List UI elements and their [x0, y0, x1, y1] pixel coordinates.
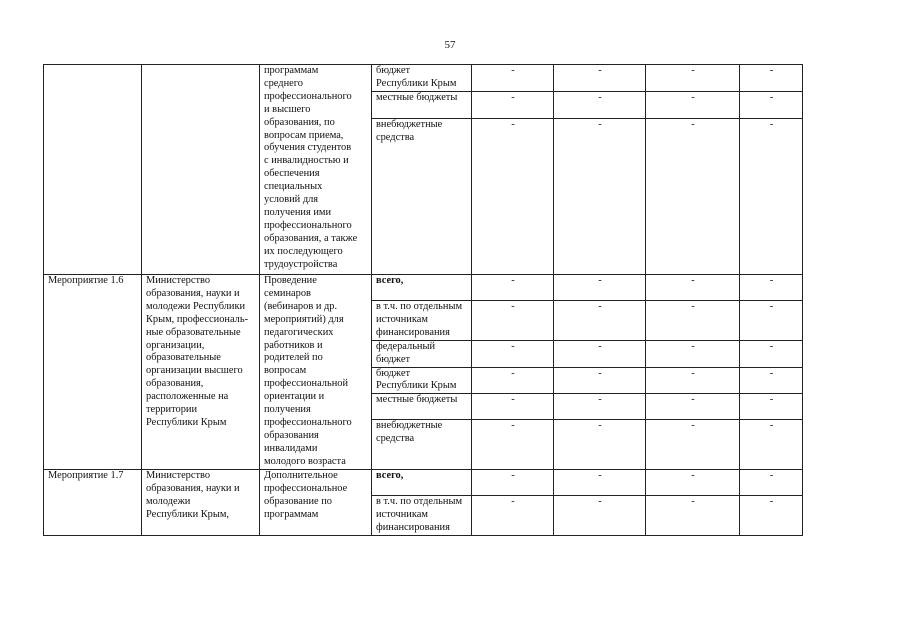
page-number: 57	[444, 39, 456, 51]
amount-cell: -	[554, 119, 646, 275]
funding-source-cell: в т.ч. по отдельным источникам финансирования	[372, 496, 472, 536]
funding-source-cell: федеральный бюджет	[372, 340, 472, 367]
funding-source-cell: местные бюджеты	[372, 92, 472, 119]
amount-cell: -	[646, 301, 740, 341]
event-cell: Мероприятие 1.7	[44, 470, 142, 536]
funding-source-cell: всего,	[372, 275, 472, 301]
amount-cell: -	[472, 65, 554, 92]
amount-cell: -	[472, 470, 554, 496]
amount-cell: -	[472, 275, 554, 301]
table-row	[44, 65, 803, 92]
amount-cell: -	[646, 496, 740, 536]
amount-cell: -	[646, 275, 740, 301]
event-cell: Мероприятие 1.6	[44, 275, 142, 470]
funding-source-cell: местные бюджеты	[372, 394, 472, 420]
amount-cell: -	[472, 119, 554, 275]
amount-cell: -	[740, 496, 803, 536]
amount-cell: -	[472, 367, 554, 394]
amount-cell: -	[740, 394, 803, 420]
amount-cell: -	[554, 496, 646, 536]
amount-cell: -	[646, 470, 740, 496]
amount-cell: -	[472, 340, 554, 367]
budget-table	[43, 64, 803, 536]
amount-cell: -	[740, 92, 803, 119]
executor-cell	[142, 65, 260, 275]
amount-cell: -	[740, 470, 803, 496]
executor-cell: Министерство образования, науки и молодежи Республики Крым,	[142, 470, 260, 536]
amount-cell: -	[646, 420, 740, 470]
amount-cell: -	[554, 394, 646, 420]
table-row	[44, 275, 803, 301]
amount-cell: -	[554, 301, 646, 341]
amount-cell: -	[554, 65, 646, 92]
amount-cell: -	[646, 119, 740, 275]
amount-cell: -	[646, 394, 740, 420]
funding-source-cell: внебюджетные средства	[372, 119, 472, 275]
activity-title-cell: программам среднего профессионального и высшего образования, по вопросам приема, обучения студентов с инвалидностью и обеспечения специальных условий для получения ими профессионального образования, а также их последующего трудоустройства	[260, 65, 372, 275]
amount-cell: -	[740, 65, 803, 92]
amount-cell: -	[554, 420, 646, 470]
executor-cell: Министерство образования, науки и молодежи Республики Крым, профессиональ- ные образовательные организации, образовательные организации высшего образования, расположенные на территории Республики Крым	[142, 275, 260, 470]
amount-cell: -	[646, 367, 740, 394]
amount-cell: -	[554, 470, 646, 496]
amount-cell: -	[472, 420, 554, 470]
table-row	[44, 470, 803, 496]
amount-cell: -	[554, 275, 646, 301]
funding-source-cell: бюджет Республики Крым	[372, 65, 472, 92]
funding-source-cell: в т.ч. по отдельным источникам финансирования	[372, 301, 472, 341]
amount-cell: -	[646, 340, 740, 367]
funding-source-cell: внебюджетные средства	[372, 420, 472, 470]
amount-cell: -	[740, 340, 803, 367]
amount-cell: -	[646, 92, 740, 119]
amount-cell: -	[646, 65, 740, 92]
amount-cell: -	[740, 367, 803, 394]
amount-cell: -	[740, 420, 803, 470]
amount-cell: -	[472, 92, 554, 119]
amount-cell: -	[554, 340, 646, 367]
amount-cell: -	[472, 394, 554, 420]
amount-cell: -	[472, 301, 554, 341]
amount-cell: -	[740, 301, 803, 341]
amount-cell: -	[554, 367, 646, 394]
event-cell	[44, 65, 142, 275]
amount-cell: -	[554, 92, 646, 119]
funding-source-cell: всего,	[372, 470, 472, 496]
amount-cell: -	[740, 275, 803, 301]
amount-cell: -	[472, 496, 554, 536]
funding-source-cell: бюджет Республики Крым	[372, 367, 472, 394]
activity-title-cell: Проведение семинаров (вебинаров и др. мероприятий) для педагогических работников и родителей по вопросам профессиональной ориентации и получения профессионального образования инвалидами молодого возраста	[260, 275, 372, 470]
activity-title-cell: Дополнительное профессиональное образование по программам	[260, 470, 372, 536]
amount-cell: -	[740, 119, 803, 275]
